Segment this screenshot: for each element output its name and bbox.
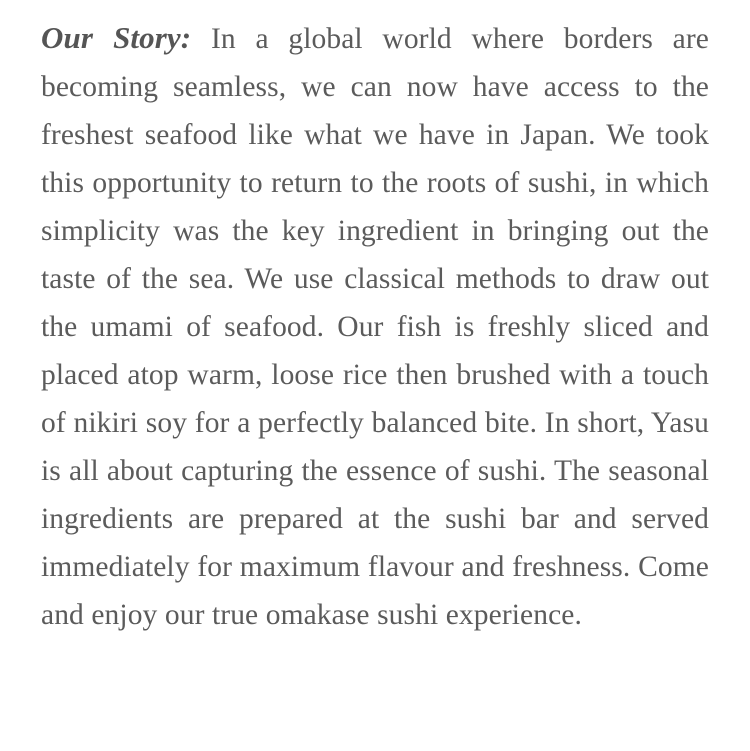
story-body-text: In a global world where borders are becoming seamless, we can now have access to the freshest seafood like what we have in Japan. We took this opportunity to return to the roots of sushi, in which simplicity was the key ingredient in bringing out the taste of the sea. We use classical methods to draw out the umami of seafood. Our fish is freshly sliced and placed atop warm, loose rice then brushed with a touch of nikiri soy for a perfectly balanced bite. In short, Yasu is all about capturing the essence of sushi. The seasonal ingredients are prepared at the sushi bar and served immediately for maximum flavour and freshness. Come and enjoy our true omakase sushi experience.	[41, 23, 709, 631]
story-heading: Our Story:	[41, 20, 192, 55]
story-paragraph	[41, 14, 709, 639]
